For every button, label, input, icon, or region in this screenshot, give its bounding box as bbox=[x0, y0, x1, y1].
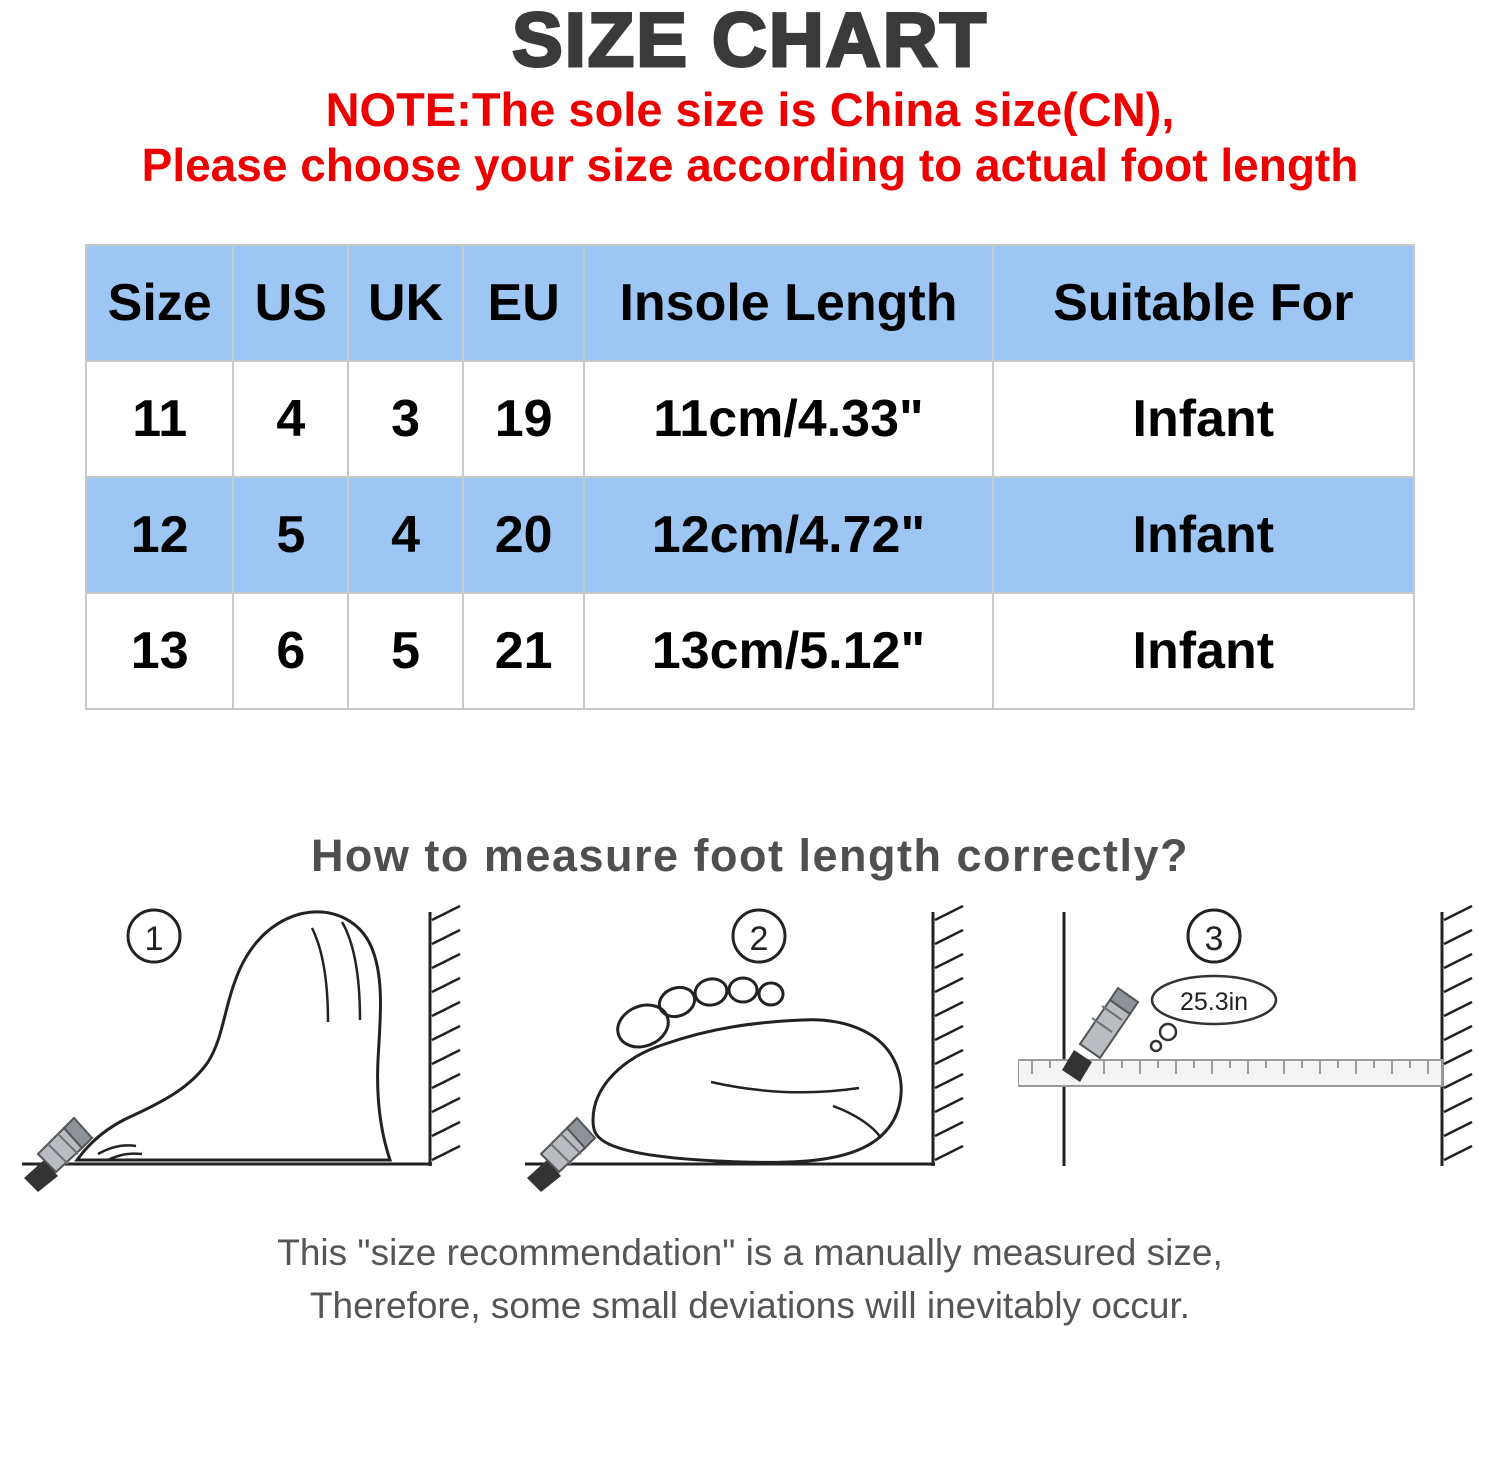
measure-steps bbox=[0, 892, 1500, 1192]
column-header-us: US bbox=[233, 245, 348, 361]
cell-suitable-for: Infant bbox=[993, 361, 1414, 477]
cell-uk: 4 bbox=[348, 477, 463, 593]
pencil-icon bbox=[527, 1118, 595, 1192]
disclaimer-line-2: Therefore, some small deviations will inevitably occur. bbox=[309, 1285, 1191, 1327]
step-number-3: 3 bbox=[1204, 919, 1224, 958]
step-number-badge-2 bbox=[733, 910, 785, 962]
column-header-size: Size bbox=[86, 245, 233, 361]
disclaimer bbox=[0, 1226, 1500, 1333]
measure-step-3 bbox=[1018, 892, 1488, 1192]
size-note-line-1: NOTE:The sole size is China size(CN), bbox=[325, 82, 1175, 136]
column-header-eu: EU bbox=[463, 245, 584, 361]
foot-side-view-illustration bbox=[12, 892, 482, 1192]
cell-size: 12 bbox=[86, 477, 233, 593]
page-title: SIZE CHART bbox=[512, 0, 988, 83]
table-row bbox=[86, 593, 1414, 709]
table-row bbox=[86, 361, 1414, 477]
size-chart-table-wrapper bbox=[85, 244, 1415, 710]
table-body bbox=[86, 361, 1414, 709]
cell-eu: 21 bbox=[463, 593, 584, 709]
cell-us: 6 bbox=[233, 593, 348, 709]
column-header-suitable-for: Suitable For bbox=[993, 245, 1414, 361]
measurement-bubble bbox=[1151, 976, 1276, 1051]
cell-size: 13 bbox=[86, 593, 233, 709]
disclaimer-line-1: This "size recommendation" is a manually measured size, bbox=[277, 1231, 1223, 1273]
measure-heading: How to measure foot length correctly? bbox=[310, 829, 1190, 881]
foot-sole-view-illustration bbox=[515, 892, 985, 1192]
size-note-line-2: Please choose your size according to actual foot length bbox=[141, 139, 1359, 192]
cell-size: 11 bbox=[86, 361, 233, 477]
cell-us: 5 bbox=[233, 477, 348, 593]
table-row bbox=[86, 477, 1414, 593]
cell-suitable-for: Infant bbox=[993, 477, 1414, 593]
measure-step-1 bbox=[12, 892, 482, 1192]
cell-eu: 20 bbox=[463, 477, 584, 593]
size-note bbox=[0, 84, 1500, 192]
cell-eu: 19 bbox=[463, 361, 584, 477]
cell-suitable-for: Infant bbox=[993, 593, 1414, 709]
size-chart-table bbox=[85, 244, 1415, 710]
cell-uk: 5 bbox=[348, 593, 463, 709]
cell-uk: 3 bbox=[348, 361, 463, 477]
cell-insole-length: 12cm/4.72" bbox=[584, 477, 992, 593]
step-number-badge-3 bbox=[1188, 910, 1240, 962]
step-number-1: 1 bbox=[144, 919, 164, 958]
cell-insole-length: 11cm/4.33" bbox=[584, 361, 992, 477]
column-header-uk: UK bbox=[348, 245, 463, 361]
step-number-badge-1 bbox=[128, 910, 180, 962]
table-header-row bbox=[86, 245, 1414, 361]
measurement-value: 25.3in bbox=[1179, 987, 1249, 1016]
cell-insole-length: 13cm/5.12" bbox=[584, 593, 992, 709]
step-number-2: 2 bbox=[749, 919, 769, 958]
measure-step-2 bbox=[515, 892, 985, 1192]
cell-us: 4 bbox=[233, 361, 348, 477]
ruler-measure-illustration bbox=[1018, 892, 1488, 1192]
column-header-insole-length: Insole Length bbox=[584, 245, 992, 361]
table-header bbox=[86, 245, 1414, 361]
